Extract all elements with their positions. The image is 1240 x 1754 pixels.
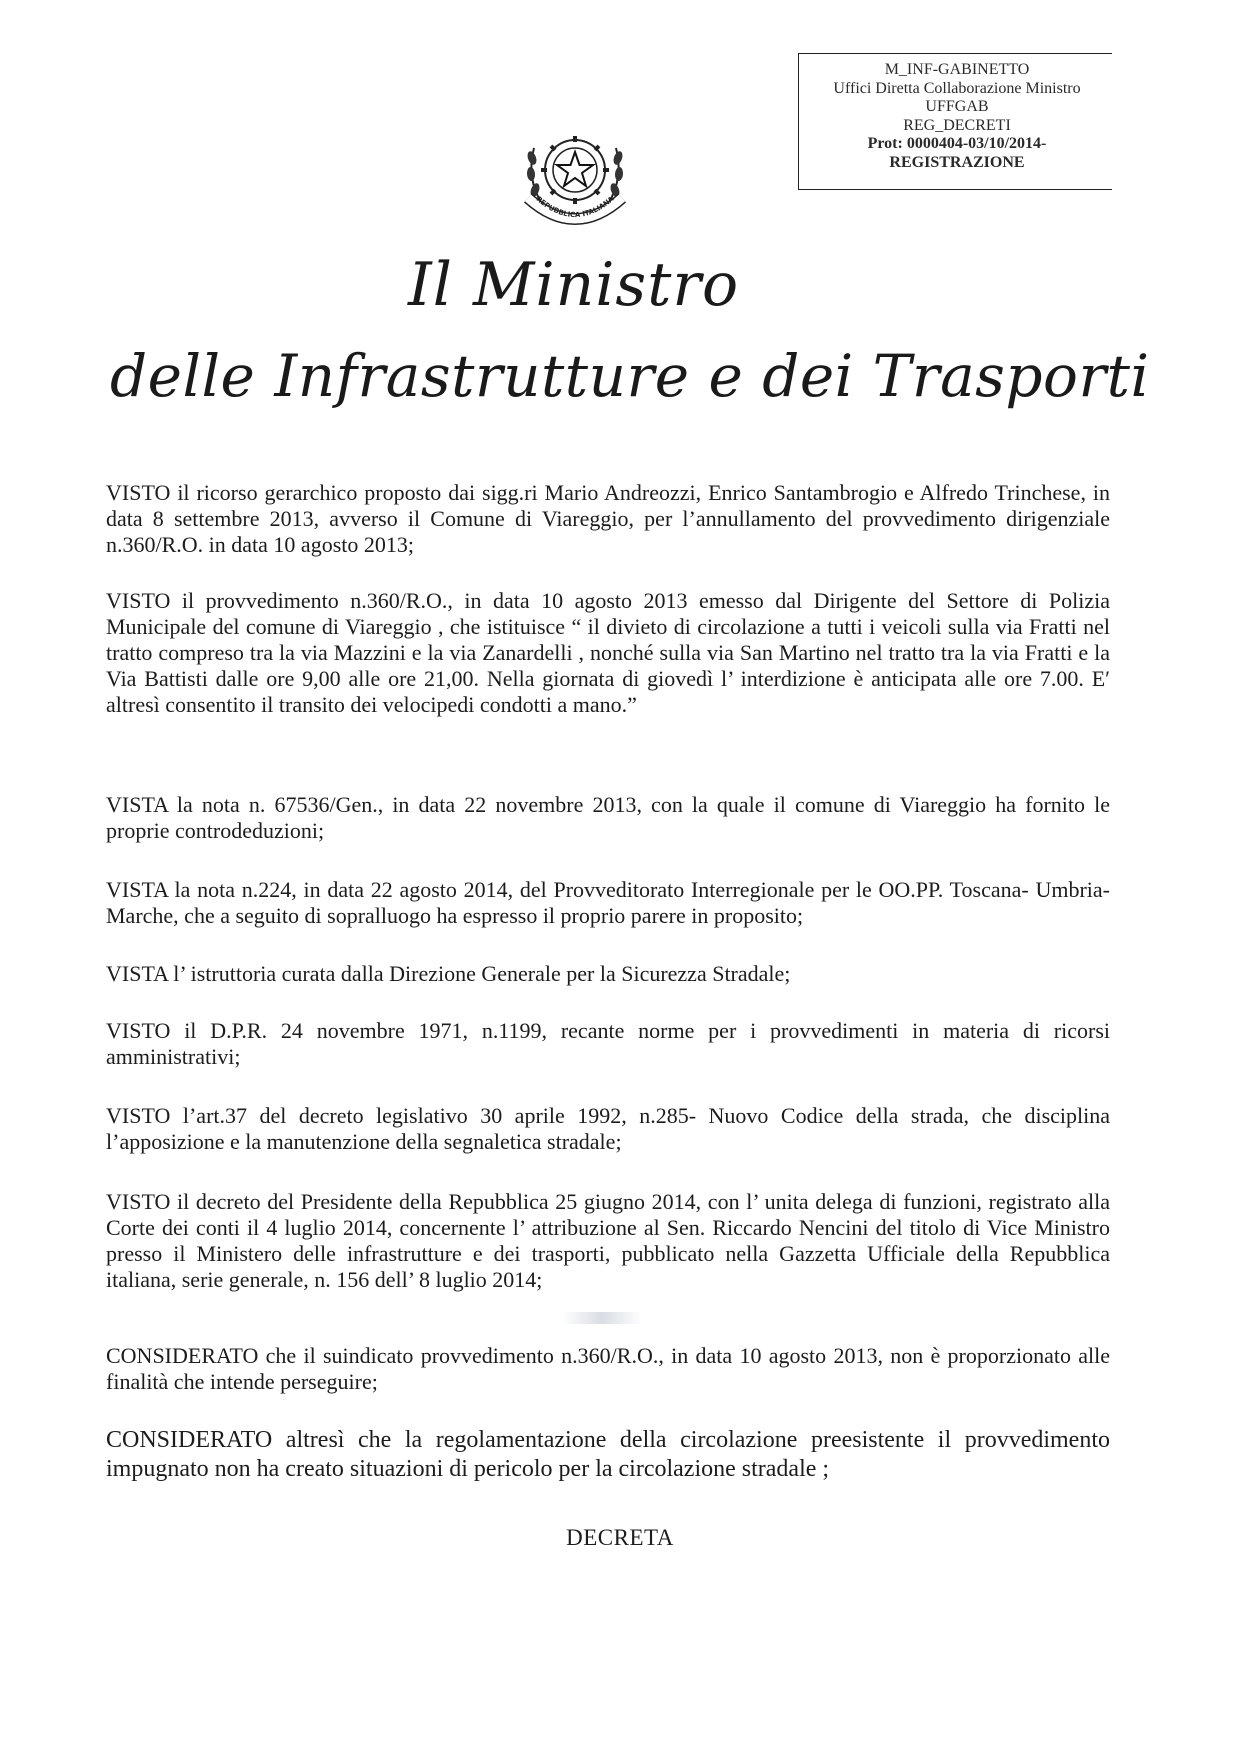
stamp-registration: REGISTRAZIONE <box>889 153 1025 171</box>
paragraph-visto-decreto-presidente: VISTO il decreto del Presidente della Repubblica 25 giugno 2014, con l’ unita delega di funzioni, registrato alla Corte dei conti il 4 luglio 2014, concernente l’ attribuzione al Sen. Riccardo Nencini del titolo di Vice Ministro presso il Ministero delle infrastrutture e dei trasporti, pubblicato nella Gazzetta Ufficiale della Repubblica italiana, serie generale, n. 156 dell’ 8 luglio 2014; <box>106 1189 1110 1292</box>
stamp-border-bottom <box>798 189 1112 190</box>
registration-stamp <box>798 53 1112 193</box>
decreta-heading: DECRETA <box>566 1525 674 1550</box>
paragraph-vista-istruttoria: VISTA l’ istruttoria curata dalla Direzione Generale per la Sicurezza Stradale; <box>106 961 791 986</box>
stamp-register: REG_DECRETI <box>903 116 1011 134</box>
stamp-protocol: Prot: 0000404-03/10/2014- <box>867 135 1047 152</box>
paragraph-vista-nota-comune: VISTA la nota n. 67536/Gen., in data 22 novembre 2013, con la quale il comune di Viareggio ha fornito le proprie controdeduzioni; <box>106 792 1110 843</box>
paragraph-visto-art37: VISTO l’art.37 del decreto legislativo 30 aprile 1992, n.285- Nuovo Codice della strada, che disciplina l’apposizione e la manutenzione della segnaletica stradale; <box>106 1103 1110 1154</box>
paragraph-visto-provvedimento: VISTO il provvedimento n.360/R.O., in data 10 agosto 2013 emesso dal Dirigente del Settore di Polizia Municipale del comune di Viareggio , che istituisce “ il divieto di circolazione a tutti i veicoli sulla via Fratti nel tratto compreso tra la via Mazzini e la via Zanardelli , nonché sulla via San Martino nel tratto tra la via Fratti e la Via Battisti dalle ore 9,00 alle ore 21,00. Nella giornata di giovedì l’ interdizione è anticipata alle ore 7.00. E′ altresì consentito il transito dei velocipedi condotti a mano.” <box>106 588 1110 717</box>
ministry-name: delle Infrastrutture e dei Trasporti <box>110 342 1150 410</box>
paragraph-considerato-altresi: CONSIDERATO altresì che la regolamentazione della circolazione preesistente il provvedimento impugnato non ha creato situazioni di pericolo per la circolazione stradale ; <box>106 1427 1110 1482</box>
stamp-code: UFFGAB <box>925 98 989 115</box>
stamp-border-left <box>798 53 799 189</box>
stamp-department: Uffici Diretta Collaborazione Ministro <box>833 79 1081 97</box>
stamp-border-top <box>798 53 1112 54</box>
paragraph-visto-ricorso: VISTO il ricorso gerarchico proposto dai sigg.ri Mario Andreozzi, Enrico Santambrogio e Alfredo Trinchese, in data 8 settembre 2013, avverso il Comune di Viareggio, per l’annullamento del provvedimento dirigenziale n.360/R.O. in data 10 agosto 2013; <box>106 480 1110 557</box>
paragraph-visto-dpr: VISTO il D.P.R. 24 novembre 1971, n.1199, recante norme per i provvedimenti in materia di ricorsi amministrativi; <box>106 1018 1110 1069</box>
scan-smudge <box>562 1312 642 1324</box>
minister-title: Il Ministro <box>408 250 740 320</box>
stamp-text <box>802 61 1112 172</box>
svg-text:REPUBBLICA ITALIANA: REPUBBLICA ITALIANA <box>534 195 616 220</box>
paragraph-vista-nota-provveditorato: VISTA la nota n.224, in data 22 agosto 2014, del Provveditorato Interregionale per le OO.PP. Toscana- Umbria- Marche, che a seguito di sopralluogo ha espresso il proprio parere in proposito; <box>106 877 1110 928</box>
paragraph-considerato-proporzionato: CONSIDERATO che il suindicato provvedimento n.360/R.O., in data 10 agosto 2013, non è proporzionato alle finalità che intende perseguire; <box>106 1343 1110 1394</box>
stamp-office: M_INF-GABINETTO <box>884 61 1030 78</box>
italian-republic-emblem-icon <box>520 118 630 236</box>
